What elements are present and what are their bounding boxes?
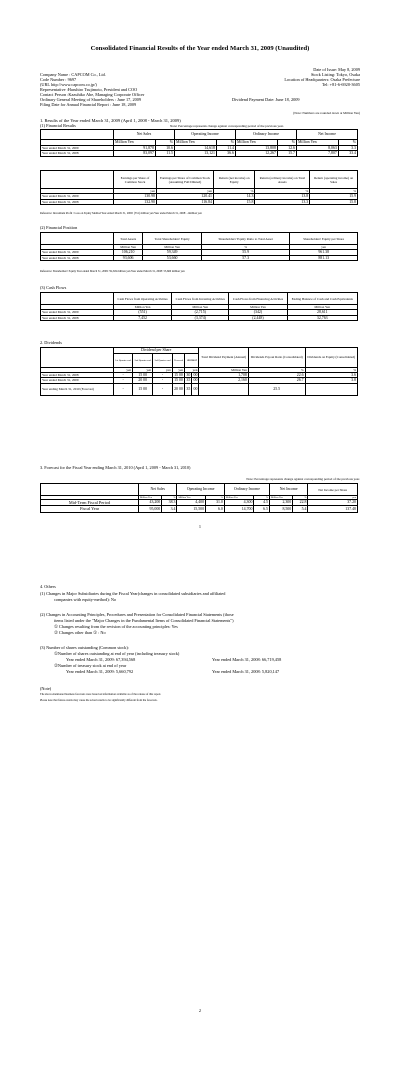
table-row: Year ended March 31, 2009 91,878 10.6 14,618 11.4 13,808 12.6 8,063 3.3 [42,145,356,150]
representative: Representative :Haruhiro Tsujimoto, President and COO [40,87,138,92]
note-heading: (Note) [40,686,52,691]
others-item-3-sub1: ①Number of shares outstanding at end of year (including treasury stock) [54,651,180,656]
unit: Million Yen [235,140,277,146]
forecast-note: Note: Percentage represents change against corresponding period of the previous year. [246,477,360,481]
reference-note: Reference: Investment Profit / Loss on Equity Method Year ended March 31, 2009: (551) million yen Year ended March 31, 2008: -1million yen [40,212,202,215]
unit: Million Yen [114,140,156,146]
per-share-table: Earnings per Share of Common Stock Earnings per Share of Common Stock (Assuming Full Diluted) Return (net income) on Equity Return (ordinary income) on Total Assets Return (operating income) on Sales yen yen % % % Year ended March 31, 2009 130.98 120.41 14.3 13.8 15.9 Year ended March 31, 2008 132.90 116.84 15.8 13.3 15.8 [40,170,358,205]
treasury-stock-2009: Year ended March 31, 2009: 5,660,792 [66,669,134,674]
table-row: Year ended March 31, 2008 93,606 53,660 57.3 881.13 [41,255,358,261]
dividend-payment-date: Dividend Payment Date: June 18, 2009 [232,97,300,102]
others-item-2-cont: items listed under the "Major Changes in the Fundamental Items of Consolidated Financial Statements") [54,618,234,623]
unit: Million Yen [296,140,338,146]
table-row: Year ended March 31, 2009 - 20 00 - 15 00 35 00 2,160 26.7 3.8 [42,378,356,383]
headquarters: Location of Headquarters: Osaka Prefecture [284,77,360,82]
tel: Tel: +81-6-6920-3605 [321,82,360,87]
forecast-heading: 3. Forecast for the Fiscal Year ending March 31, 2010 (April 1, 2009 - March 31, 2010) [40,465,191,470]
cash-flows-table: Cash Flows from Operating Activities Cash Flows from Investing Activities Cash Flows from Financing Activities Ending Balance of Cash and Cash Equivalents Million Yen Million Yen Million Yen Million Yen Year ended March 31, 2009 (551) (2,715) (342) 28,611 Year ended March 31, 2008 7,452 (3,374) (2,448) 32,763 [40,292,358,321]
others-heading: 4. Others [40,584,56,589]
table-row: Year ended March 31, 2008 7,452 (3,374) (2,448) 32,763 [41,315,358,321]
page-number-1: 1 [198,524,202,529]
contact-person: Contact Person :Kazuhiko Abe, Managing Corporate Officer [40,92,145,97]
rounding-note: (Note: Numbers are rounded down at Million Yen) [293,111,360,115]
stock-listing: Stock Listing: Tokyo, Osaka [310,72,360,77]
url: (URL http://www.capcom.co.jp/) [40,82,97,87]
table-row: Year ended March 31, 2008 83,097 11.5 13,121 36.6 12,267 15.7 7,807 33.4 [42,151,356,156]
col-operating-income: Operating Income [174,130,235,140]
company-name: Company Name : CAPCOM Co., Ltd. [40,72,106,77]
others-item-2: (2) Changes in Accounting Principles, Procedures and Presentation for Consolidated Financial Statements (those [40,612,234,617]
table-row: Year ended March 31, 2009 130.98 120.41 14.3 13.8 15.9 [42,194,356,199]
others-item-2-sub1: ① Changes resulting from the revision of the accounting principles: Yes [54,624,178,629]
unit: Million Yen [174,140,216,146]
shares-outstanding-2008: Year ended March 31, 2008: 66,719,458 [212,657,282,662]
issue-date: Date of Issue: May 8, 2009 [313,67,360,72]
col-ordinary-income: Ordinary Income [235,130,296,140]
shares-outstanding-2009: Year ended March 31, 2009: 67,394,568 [66,657,136,662]
page-number: 2 [198,1008,202,1013]
others-item-1: (1) Changes in Major Subsidiaries during the Fiscal Year(changes in consolidated subsidiaries and affiliated [40,591,226,596]
table-row: Year ended March 31, 2008 - 15 00 - 15 00 30 00 1,708 22.6 3.6 [42,372,356,377]
table-row: Mid-Term Fiscal Period 43,200 38.3 4,400 31.0 4,300 4.5 2,300 22.8 37.20 [41,500,358,506]
dividends-table: Dividend per Share Total Dividend Payment (Annual) Dividends Payout Ratio (Consolidated) Dividends on Equity (Consolidated) 1st Quarter-end 2nd Quarter-end 3rd Quarter-end Year-end Annual yen yen yen yen yen Million Yen % % Year ended March 31, 2008 - 15 00 - 15 00 30 00 1,708 22.6 3.6 Year ended March 31, 2009 - 20 00 - 15 00 35 00 2,160 26.7 3.8 Year ending March 31, 2010 (Forecast) - 15 00 - 20 00 35 00 25.5 [40,347,358,396]
financial-results-label: (1) Financial Results [40,123,76,128]
meeting-date: Ordinary General Meeting of Shareholders : June 17, 2009 [40,97,142,102]
dividends-heading: 2. Dividends [40,340,62,345]
table-row: Year ended March 31, 2009 106,210 59,349 55.9 961.38 [41,250,358,256]
financial-position-heading: (2) Financial Position [40,225,78,230]
note-line-2: Please note that future events may cause the actual results to be significantly different from the forecasts. [40,699,158,702]
cash-flows-heading: (3) Cash Flows [40,285,67,290]
col-net-income: Net Income [296,130,357,140]
results-table: Net Sales Operating Income Ordinary Income Net Income Million Yen % Million Yen % Million Yen % Million Yen % Year ended March 31, 2009 91,878 10.6 14,618 11.4 13,808 12.6 8,063 3.3 Year ended March 31, 2008 83,097 11.5 13,121 36.6 12,267 15.7 7,807 33.4 [40,129,358,157]
financial-position-table: Total Assets Total Shareholders' Equity Shareholders' Equity Ratio to Total Asset Shareholders' Equity per Share Million Yen Million Yen % yen Year ended March 31, 2009 106,210 59,349 55.9 961.38 Year ended March 31, 2008 93,606 53,660 57.3 881.13 [40,232,358,261]
note-line-1: The above-mentioned business forecasts were based on information available as of the release of this report. [40,693,162,696]
table-row: Fiscal Year 95,000 3.4 15,500 6.0 14,700 6.5 8,500 5.4 137.48 [41,506,358,512]
table-row: Year ended March 31, 2008 132.90 116.84 15.8 13.3 15.8 [42,199,356,204]
code-number: Code Number : 9697 [40,77,77,82]
table-row: Year ending March 31, 2010 (Forecast) - 15 00 - 20 00 35 00 25.5 [41,383,358,395]
table-row: Year ended March 31, 2009 (551) (2,715) (342) 28,611 [41,310,358,316]
filing-date: Filing Date for Annual Financial Report : June 18, 2009 [40,102,137,107]
others-item-3-sub2: ②Number of treasury stock at end of year [54,663,127,668]
forecast-table: Net Sales Operating Income Ordinary Income Net Income Net Income per Share Million Yen % Million Yen % Million Yen % Million Yen % yen Mid-Term Fiscal Period 43,200 38.3 4,400 31.0 4,300 4.5 2,300 22.8 37.20 Fiscal Year 95,000 3.4 15,500 6.0 14,700 6.5 8,500 5.4 137.48 [40,483,358,513]
section-1-heading: 1. Results of the Year ended March 31, 2009 (April 1, 2008 - March 31, 2009) [40,118,181,123]
treasury-stock-2008: Year ended March 31, 2008: 5,820,147 [212,669,280,674]
equity-reference: Reference: Shareholders' Equity Year ended March 31, 2009: 59,349 million yen Year ended March 31, 2008: 53,660 million yen [40,270,185,273]
others-item-2-sub2: ② Changes other than ① : No [54,630,106,635]
document-title: Consolidated Financial Results of the Year ended March 31, 2009 (Unaudited) [90,45,310,52]
percentage-note: Note: Percentage represents change against corresponding period of the previous year. [170,124,284,128]
col-net-sales: Net Sales [114,130,175,140]
others-item-1-cont: companies with equity-method): No [54,597,117,602]
others-item-3: (3) Number of shares outstanding (Common stock): [40,645,130,650]
